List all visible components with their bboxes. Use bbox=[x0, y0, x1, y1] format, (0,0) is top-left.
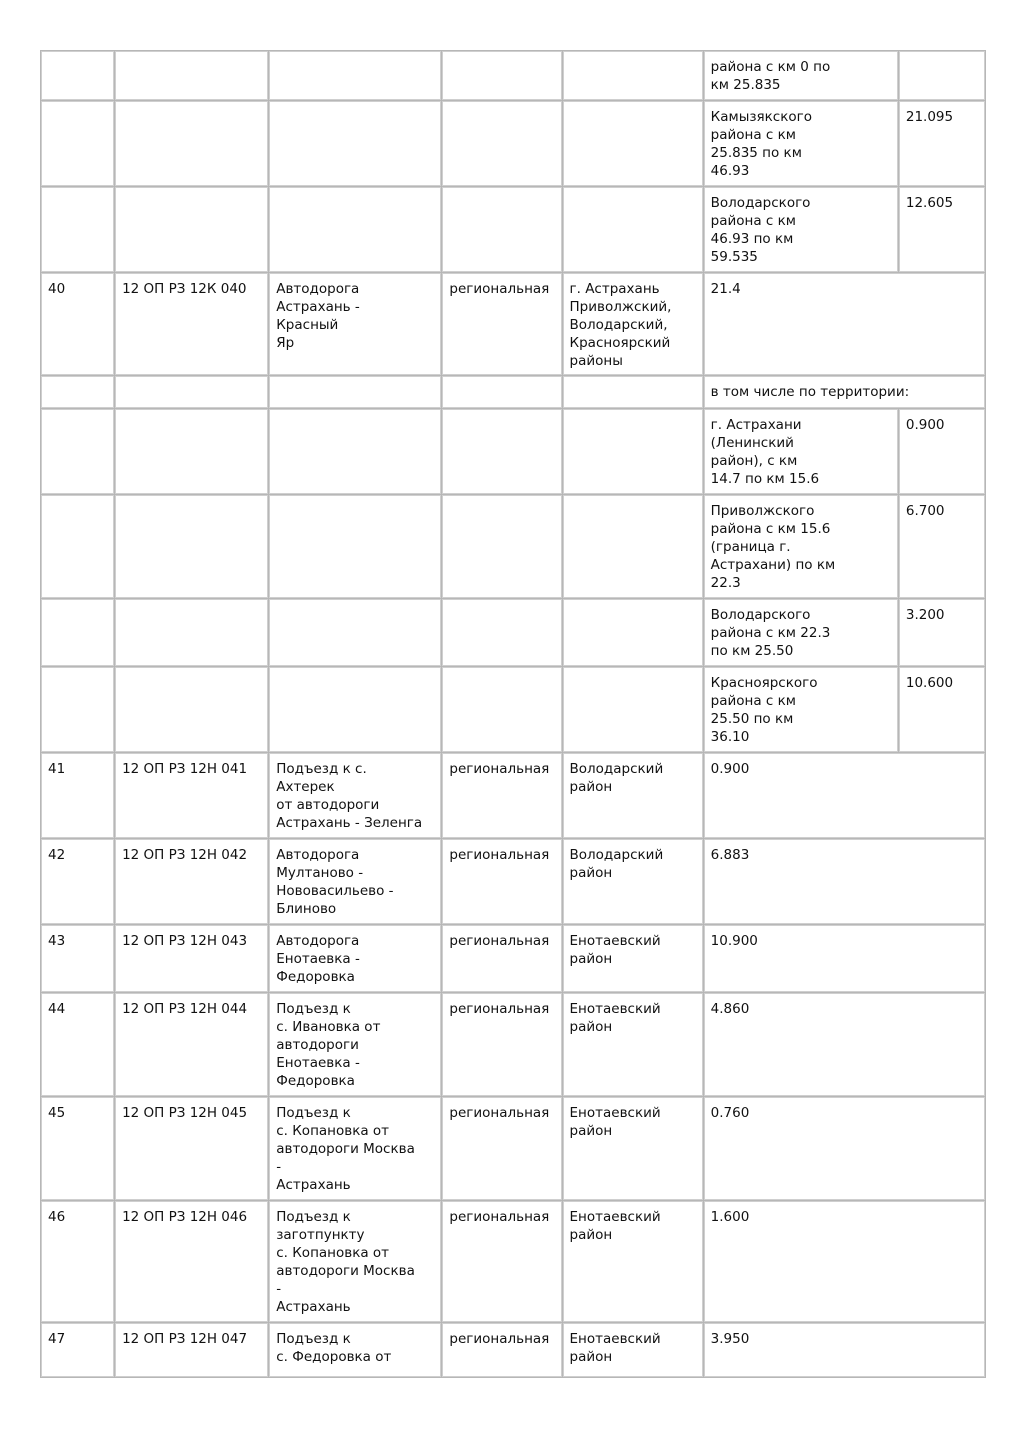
road-code-cell: 12 ОП РЗ 12Н 044 bbox=[115, 993, 268, 1096]
section-description-cell: г. Астрахани (Ленинский район), с км 14.7 по км 15.6 bbox=[704, 409, 898, 494]
road-type-cell: региональная bbox=[442, 1201, 561, 1322]
section-length-cell: 3.200 bbox=[899, 599, 985, 666]
road-area-cell bbox=[563, 187, 703, 272]
section-description-cell: Камызякского района с км 25.835 по км 46.93 bbox=[704, 101, 898, 186]
road-name-cell bbox=[269, 495, 441, 598]
table-row bbox=[41, 1201, 985, 1322]
road-code-cell: 12 ОП РЗ 12Н 043 bbox=[115, 925, 268, 992]
table-row bbox=[41, 187, 985, 272]
road-code-cell bbox=[115, 495, 268, 598]
road-type-cell bbox=[442, 101, 561, 186]
road-name-cell bbox=[269, 101, 441, 186]
road-code-cell bbox=[115, 101, 268, 186]
road-type-cell: региональная bbox=[442, 753, 561, 838]
road-type-cell bbox=[442, 667, 561, 752]
row-number-cell bbox=[41, 409, 114, 494]
row-number-cell bbox=[41, 667, 114, 752]
road-area-cell bbox=[563, 51, 703, 100]
section-length-cell: 10.600 bbox=[899, 667, 985, 752]
section-length-cell: 12.605 bbox=[899, 187, 985, 272]
table-row bbox=[41, 101, 985, 186]
road-area-cell: Енотаевский район bbox=[563, 1201, 703, 1322]
row-number-cell: 44 bbox=[41, 993, 114, 1096]
row-number-cell bbox=[41, 51, 114, 100]
road-type-cell bbox=[442, 495, 561, 598]
road-type-cell: региональная bbox=[442, 839, 561, 924]
section-description-cell: Приволжского района с км 15.6 (граница г. Астрахани) по км 22.3 bbox=[704, 495, 898, 598]
section-description-cell: Красноярского района с км 25.50 по км 36.10 bbox=[704, 667, 898, 752]
road-name-cell bbox=[269, 51, 441, 100]
row-number-cell: 45 bbox=[41, 1097, 114, 1200]
section-length-cell bbox=[899, 51, 985, 100]
roads-table bbox=[40, 50, 986, 1378]
road-area-cell: Енотаевский район bbox=[563, 1097, 703, 1200]
road-length-cell: 0.900 bbox=[704, 753, 985, 838]
road-length-cell: 6.883 bbox=[704, 839, 985, 924]
road-name-cell: Автодорога Енотаевка - Федоровка bbox=[269, 925, 441, 992]
section-description-cell: Володарского района с км 46.93 по км 59.535 bbox=[704, 187, 898, 272]
table-row bbox=[41, 273, 985, 375]
section-length-cell: 6.700 bbox=[899, 495, 985, 598]
road-type-cell bbox=[442, 409, 561, 494]
road-name-cell: Автодорога Астрахань - Красный Яр bbox=[269, 273, 441, 375]
road-code-cell: 12 ОП РЗ 12К 040 bbox=[115, 273, 268, 375]
road-name-cell: Автодорога Мултаново - Нововасильево - Блиново bbox=[269, 839, 441, 924]
road-code-cell bbox=[115, 376, 268, 408]
road-code-cell bbox=[115, 51, 268, 100]
road-type-cell: региональная bbox=[442, 993, 561, 1096]
table-row bbox=[41, 993, 985, 1096]
road-type-cell: региональная bbox=[442, 925, 561, 992]
road-code-cell: 12 ОП РЗ 12Н 046 bbox=[115, 1201, 268, 1322]
road-name-cell bbox=[269, 599, 441, 666]
road-area-cell bbox=[563, 599, 703, 666]
road-length-cell: 10.900 bbox=[704, 925, 985, 992]
road-type-cell: региональная bbox=[442, 273, 561, 375]
road-area-cell bbox=[563, 495, 703, 598]
section-length-cell: 0.900 bbox=[899, 409, 985, 494]
road-length-cell: 4.860 bbox=[704, 993, 985, 1096]
table-row bbox=[41, 376, 985, 408]
road-code-cell: 12 ОП РЗ 12Н 047 bbox=[115, 1323, 268, 1377]
road-code-cell: 12 ОП РЗ 12Н 041 bbox=[115, 753, 268, 838]
road-code-cell: 12 ОП РЗ 12Н 045 bbox=[115, 1097, 268, 1200]
row-number-cell bbox=[41, 376, 114, 408]
row-number-cell: 46 bbox=[41, 1201, 114, 1322]
road-name-cell bbox=[269, 409, 441, 494]
row-number-cell: 40 bbox=[41, 273, 114, 375]
road-area-cell: г. Астрахань Приволжский, Володарский, Красноярский районы bbox=[563, 273, 703, 375]
table-row bbox=[41, 1097, 985, 1200]
road-name-cell bbox=[269, 667, 441, 752]
road-name-cell bbox=[269, 187, 441, 272]
section-length-cell: 21.095 bbox=[899, 101, 985, 186]
road-length-cell: 0.760 bbox=[704, 1097, 985, 1200]
road-length-cell: 21.4 bbox=[704, 273, 985, 375]
table-row bbox=[41, 51, 985, 100]
row-number-cell bbox=[41, 101, 114, 186]
road-area-cell bbox=[563, 667, 703, 752]
road-code-cell bbox=[115, 187, 268, 272]
table-row bbox=[41, 599, 985, 666]
road-length-cell: в том числе по территории: bbox=[704, 376, 985, 408]
road-type-cell: региональная bbox=[442, 1097, 561, 1200]
row-number-cell: 42 bbox=[41, 839, 114, 924]
section-description-cell: района с км 0 по км 25.835 bbox=[704, 51, 898, 100]
road-name-cell: Подъезд к с. Федоровка от bbox=[269, 1323, 441, 1377]
road-area-cell bbox=[563, 376, 703, 408]
road-code-cell bbox=[115, 667, 268, 752]
road-length-cell: 1.600 bbox=[704, 1201, 985, 1322]
row-number-cell: 47 bbox=[41, 1323, 114, 1377]
road-area-cell: Енотаевский район bbox=[563, 993, 703, 1096]
road-length-cell: 3.950 bbox=[704, 1323, 985, 1377]
road-area-cell: Володарский район bbox=[563, 753, 703, 838]
road-area-cell: Володарский район bbox=[563, 839, 703, 924]
table-row bbox=[41, 753, 985, 838]
road-type-cell bbox=[442, 376, 561, 408]
row-number-cell bbox=[41, 187, 114, 272]
road-name-cell bbox=[269, 376, 441, 408]
row-number-cell bbox=[41, 495, 114, 598]
road-area-cell: Енотаевский район bbox=[563, 925, 703, 992]
table-row bbox=[41, 925, 985, 992]
road-area-cell: Енотаевский район bbox=[563, 1323, 703, 1377]
row-number-cell: 41 bbox=[41, 753, 114, 838]
road-name-cell: Подъезд к заготпункту с. Копановка от автодороги Москва - Астрахань bbox=[269, 1201, 441, 1322]
row-number-cell bbox=[41, 599, 114, 666]
table-row bbox=[41, 839, 985, 924]
road-type-cell bbox=[442, 187, 561, 272]
road-name-cell: Подъезд к с. Ахтерек от автодороги Астрахань - Зеленга bbox=[269, 753, 441, 838]
road-area-cell bbox=[563, 101, 703, 186]
table-row bbox=[41, 1323, 985, 1377]
table-row bbox=[41, 409, 985, 494]
table-row bbox=[41, 667, 985, 752]
road-name-cell: Подъезд к с. Копановка от автодороги Москва - Астрахань bbox=[269, 1097, 441, 1200]
road-area-cell bbox=[563, 409, 703, 494]
section-description-cell: Володарского района с км 22.3 по км 25.50 bbox=[704, 599, 898, 666]
road-code-cell bbox=[115, 599, 268, 666]
road-code-cell bbox=[115, 409, 268, 494]
table-row bbox=[41, 495, 985, 598]
road-type-cell bbox=[442, 599, 561, 666]
road-type-cell bbox=[442, 51, 561, 100]
road-code-cell: 12 ОП РЗ 12Н 042 bbox=[115, 839, 268, 924]
road-name-cell: Подъезд к с. Ивановка от автодороги Енотаевка - Федоровка bbox=[269, 993, 441, 1096]
roads-table-body bbox=[41, 51, 985, 1377]
row-number-cell: 43 bbox=[41, 925, 114, 992]
road-type-cell: региональная bbox=[442, 1323, 561, 1377]
